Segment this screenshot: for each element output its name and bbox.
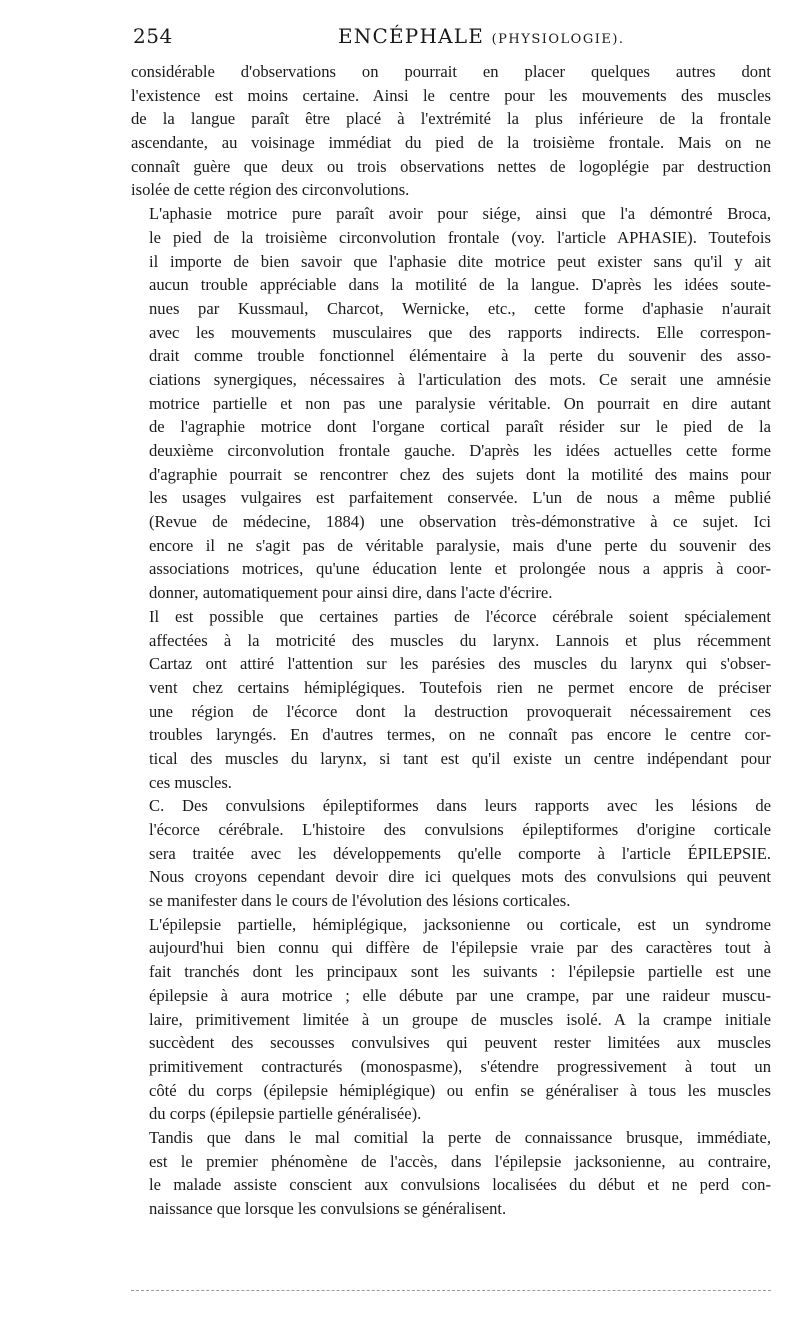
text-line: isolée de cette région des circonvolutions. [131, 180, 410, 200]
text-line: Nous croyons cependant devoir dire ici quelques mots des convulsions qui peuvent [149, 867, 771, 887]
text-line: l'écorce cérébrale. L'histoire des convulsions épileptiformes d'origine corticale [149, 820, 771, 839]
text-line: vent chez certains hémiplégiques. Toutefois rien ne permet encore de préciser [149, 677, 771, 697]
text-line: est le premier phénomène de l'accès, dans l'épilepsie jacksonienne, au contraire, [149, 1151, 771, 1171]
text-line: donner, automatiquement pour ainsi dire, dans l'acte d'écrire. [149, 583, 553, 603]
text-line: nues par Kussmaul, Charcot, Wernicke, etc., cette forme d'aphasie n'aurait [149, 298, 771, 318]
paragraph [131, 913, 771, 1126]
text-line: considérable d'observations on pourrait en placer quelques autres dont [131, 62, 771, 81]
page-number: 254 [133, 24, 173, 48]
text-line: se manifester dans le cours de l'évolution des lésions corticales. [149, 891, 571, 911]
text-line: Tandis que dans le mal comitial la perte de connaissance brusque, immédiate, [149, 1127, 771, 1147]
text-line: d'agraphie pourrait se rencontrer chez des sujets dont la motilité des mains pour [149, 464, 771, 484]
text-line: ascendante, au voisinage immédiat du pied de la troisième frontale. Mais on ne [131, 133, 771, 153]
paragraph [131, 202, 771, 605]
text-line: Il est possible que certaines parties de l'écorce cérébrale soient spécialement [149, 606, 771, 626]
text-line: associations motrices, qu'une éducation lente et prolongée nous a appris à coor- [149, 559, 771, 579]
text-line: L'épilepsie partielle, hémiplégique, jacksonienne ou corticale, est un syndrome [149, 914, 771, 934]
text-line: fait tranchés dont les principaux sont les suivants : l'épilepsie partielle est une [149, 962, 771, 982]
text-line: aucun trouble appréciable dans la motilité de la langue. D'après les idées soute- [149, 275, 771, 295]
text-line: le pied de la troisième circonvolution frontale (voy. l'article APHASIE). Toutefois [149, 227, 771, 247]
text-line: épilepsie à aura motrice ; elle débute par une crampe, par une raideur muscu- [149, 985, 771, 1005]
text-line: deuxième circonvolution frontale gauche. D'après les idées actuelles cette forme [149, 441, 771, 460]
text-line: du corps (épilepsie partielle généralisée). [149, 1104, 422, 1124]
paragraph [131, 1126, 771, 1221]
running-title-main: ENCÉPHALE [338, 24, 485, 48]
text-line: une région de l'écorce dont la destruction provoquerait nécessairement ces [149, 701, 771, 721]
text-line: primitivement contracturés (monospasme), s'étendre progressivement à tout un [149, 1056, 771, 1076]
text-line: il importe de bien savoir que l'aphasie dite motrice peut exister sans qu'il y ait [149, 251, 771, 271]
text-line: l'existence est moins certaine. Ainsi le centre pour les mouvements des muscles [131, 85, 771, 105]
text-line: de la langue paraît être placé à l'extrémité la plus inférieure de la frontale [131, 109, 771, 129]
text-line: avec les mouvements musculaires que des rapports indirects. Elle correspon- [149, 322, 771, 342]
paragraph [131, 605, 771, 795]
text-line: (Revue de médecine, 1884) une observation très-démonstrative à ce sujet. Ici [149, 512, 771, 532]
text-line: affectées à la motricité des muscles du larynx. Lannois et plus récemment [149, 630, 771, 650]
paragraph [131, 60, 771, 202]
text-line: motrice partielle et non pas une paralysie véritable. On pourrait en dire autant [149, 393, 771, 413]
footer-rule [131, 1290, 771, 1291]
text-line: C. Des convulsions épileptiformes dans leurs rapports avec les lésions de [149, 796, 771, 816]
text-line: le malade assiste conscient aux convulsions localisées du début et ne perd con- [149, 1175, 771, 1195]
text-line: côté du corps (épilepsie hémiplégique) ou enfin se généraliser à tous les muscles [149, 1080, 771, 1100]
text-line: succèdent des secousses convulsives qui peuvent rester limitées aux muscles [149, 1033, 771, 1053]
text-line: naissance que lorsque les convulsions se généralisent. [149, 1199, 507, 1218]
text-line: encore il ne s'agit pas de véritable paralysie, mais d'une perte du souvenir des [149, 535, 771, 555]
text-line: les usages vulgaires est parfaitement conservée. L'un de nous a même publié [149, 488, 771, 508]
running-title-subtitle: (PHYSIOLOGIE). [491, 32, 625, 47]
page-header [133, 24, 771, 56]
text-line: Cartaz ont attiré l'attention sur les parésies des muscles du larynx qui s'obser- [149, 654, 771, 674]
text-line: troubles laryngés. En d'autres termes, on ne connaît pas encore le centre cor- [149, 725, 771, 745]
text-line: ciations synergiques, nécessaires à l'articulation des mots. Ce serait une amnésie [149, 369, 771, 389]
body-text [131, 60, 771, 1221]
text-line: ces muscles. [149, 772, 232, 792]
text-line: drait comme trouble fonctionnel élémentaire à la perte du souvenir des asso- [149, 346, 771, 366]
text-line: L'aphasie motrice pure paraît avoir pour siége, ainsi que l'a démontré Broca, [149, 204, 771, 224]
text-line: connaît guère que deux ou trois observations nettes de logoplégie par destruction [131, 156, 771, 176]
paragraph [131, 794, 771, 912]
text-line: laire, primitivement limitée à un groupe de muscles isolé. A la crampe initiale [149, 1009, 771, 1029]
text-line: aujourd'hui bien connu qui diffère de l'épilepsie vraie par des caractères tout à [149, 938, 771, 958]
text-line: de l'agraphie motrice dont l'organe cortical paraît résider sur le pied de la [149, 417, 771, 437]
text-line: sera traitée avec les développements qu'elle comporte à l'article ÉPILEPSIE. [149, 843, 771, 863]
text-line: tical des muscles du larynx, si tant est qu'il existe un centre indépendant pour [149, 748, 771, 768]
running-title [338, 24, 625, 48]
